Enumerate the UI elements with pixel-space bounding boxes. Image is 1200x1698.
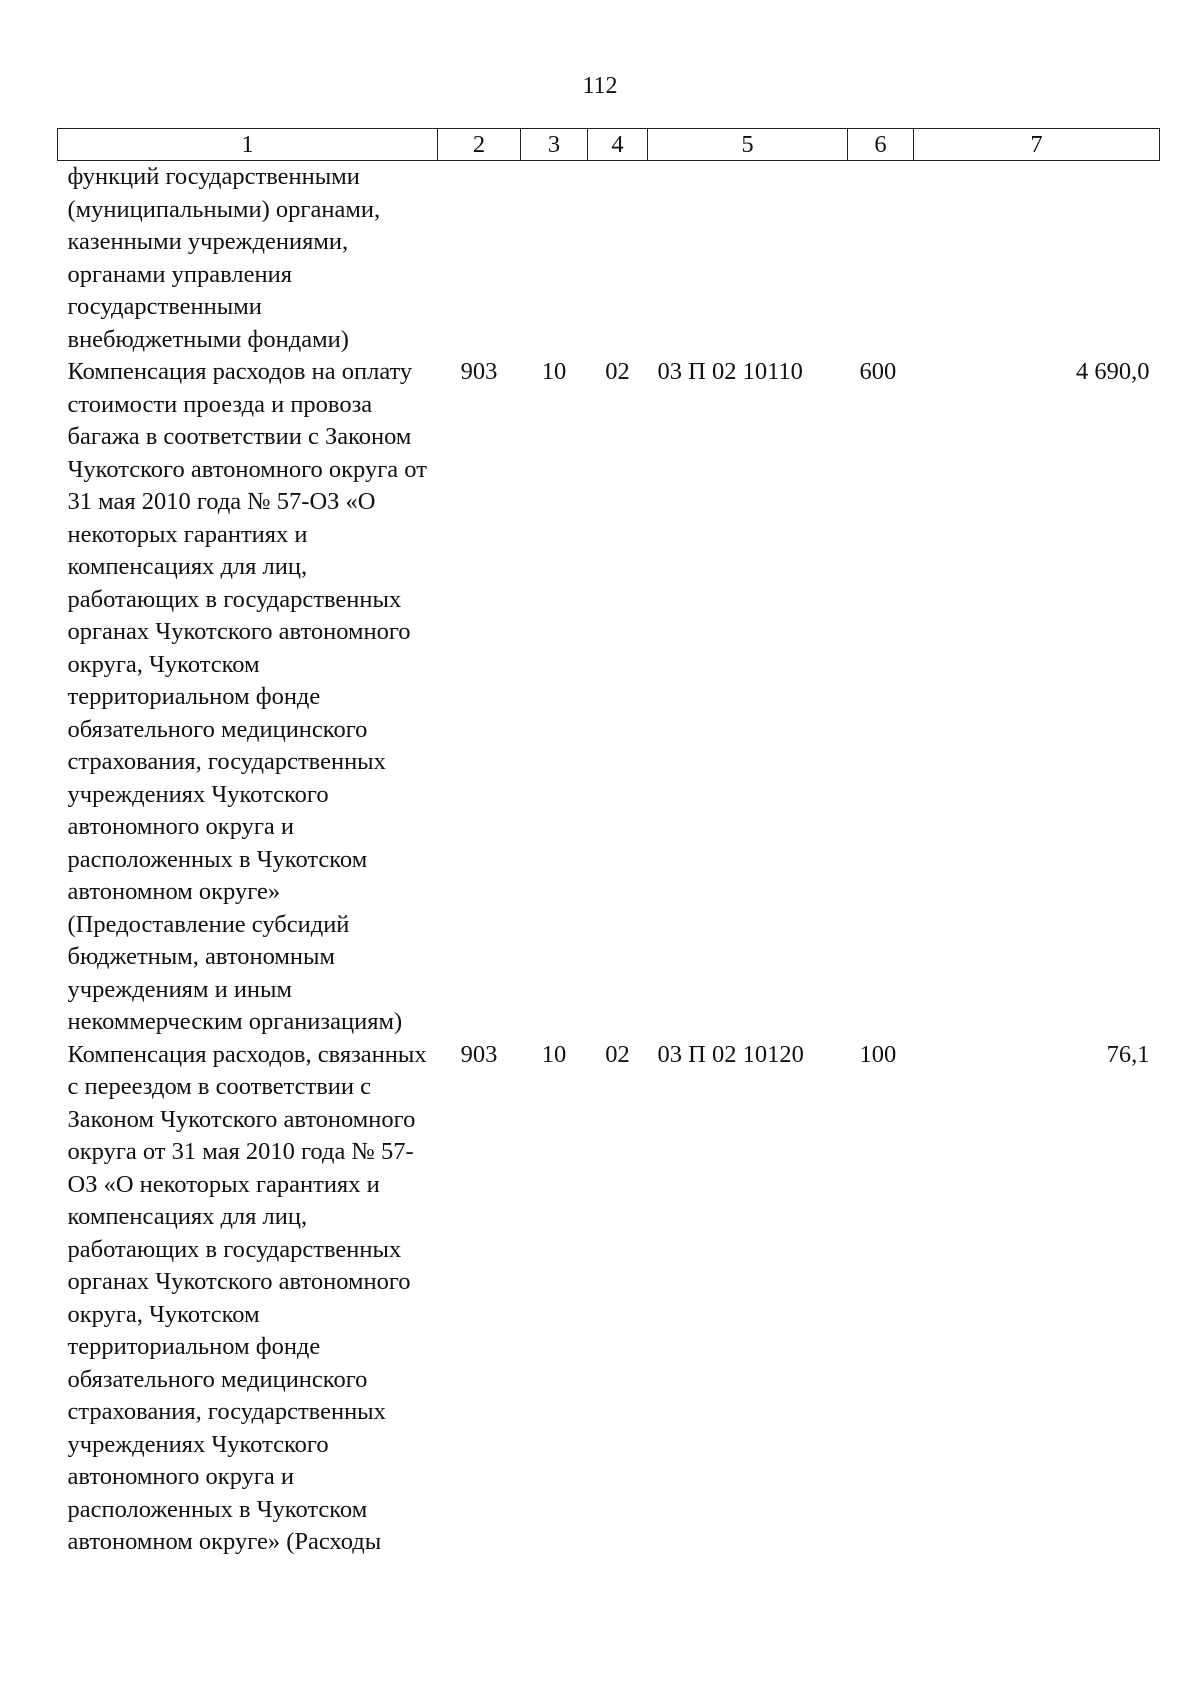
row-name-cell: Компенсация расходов на оплату стоимости проезда и провоза багажа в соответствии с Законом Чукотского автономного округа от 31 мая 2010 года № 57-ОЗ «О некоторых гарантиях и компенсациях для лиц, работающих в государственных органах Чукотского автономного округа, Чукотском территориальном фонде обязательного медицинского страхования, государственных учреждениях Чукотского автономного округа и расположенных в Чукотском автономном округе» (Предоставление субсидий бюджетным, автономным учреждениям и иным некоммерческим организациям) [67,358,427,1035]
table-row [58,356,1160,1039]
section-cell: 10 [541,358,567,385]
column-header-2: 2 [438,129,521,161]
subsection-cell: 02 [605,358,630,385]
target-article-cell: 03 П 02 10110 [657,358,803,385]
amount-cell: 76,1 [1106,1040,1150,1068]
admin-code-cell: 903 [460,358,498,385]
section-cell [521,161,588,357]
section-cell: 10 [541,1040,567,1068]
target-article-cell: 03 П 02 10120 [657,1040,804,1068]
amount-cell: 4 690,0 [1076,358,1150,385]
admin-code-cell: 903 [460,1040,498,1068]
page-number: 112 [582,73,618,99]
admin-code-cell [438,161,521,357]
table-header-row [58,129,1160,161]
subsection-cell: 02 [605,1040,630,1068]
subsection-cell [588,161,648,357]
budget-table [57,128,1160,1559]
column-header-6: 6 [848,129,914,161]
amount-cell [914,161,1160,357]
column-header-1: 1 [58,129,438,161]
column-header-5: 5 [648,129,848,161]
column-header-7: 7 [914,129,1160,161]
table-row [58,1039,1160,1559]
expense-type-cell [848,161,914,357]
row-name-cell: функций государственными (муниципальными) органами, казенными учреждениями, органами управления государственными внебюджетными фондами) [67,163,381,353]
expense-type-cell: 600 [859,358,897,385]
target-article-cell [648,161,848,357]
column-header-4: 4 [588,129,648,161]
row-name-cell: Компенсация расходов, связанных с переездом в соответствии с Законом Чукотского автономного округа от 31 мая 2010 года № 57-ОЗ «О некоторых гарантиях и компенсациях для лиц, работающих в государственных органах Чукотского автономного округа, Чукотском территориальном фонде обязательного медицинского страхования, государственных учреждениях Чукотского автономного округа и расположенных в Чукотском автономном округе» (Расходы [67,1040,427,1555]
column-header-3: 3 [521,129,588,161]
expense-type-cell: 100 [859,1040,897,1068]
table-row [58,161,1160,357]
